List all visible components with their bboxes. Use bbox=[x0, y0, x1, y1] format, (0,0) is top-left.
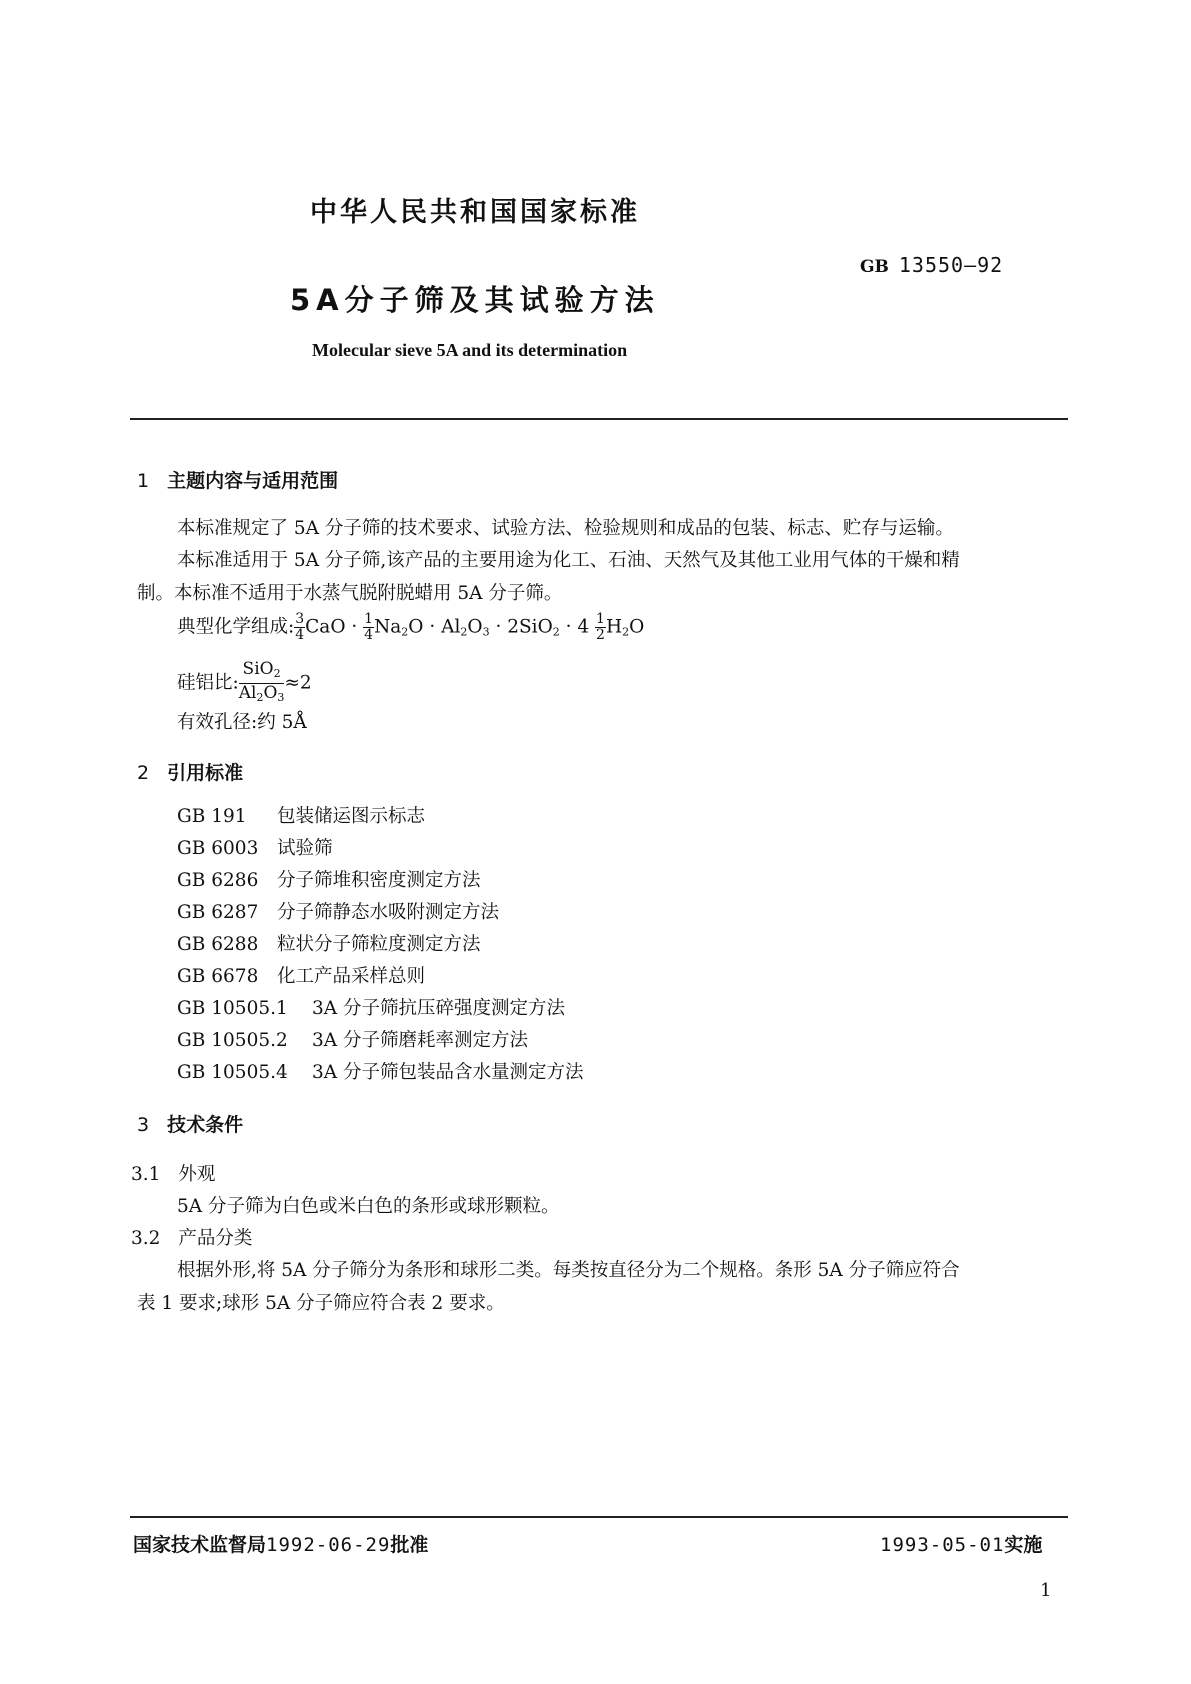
header-rule bbox=[130, 418, 1068, 420]
approve-org: 国家技术监督局 bbox=[133, 1534, 267, 1556]
subsection-number: 3.1 bbox=[131, 1164, 161, 1185]
section-2-heading bbox=[137, 758, 243, 785]
reference-name: 分子筛静态水吸附测定方法 bbox=[277, 902, 500, 923]
reference-item bbox=[177, 1058, 584, 1084]
ratio-label: 硅铝比: bbox=[177, 672, 239, 694]
reference-code: GB 10505.4 bbox=[177, 1062, 288, 1083]
subsection-3-2-text-b: 表 1 要求;球形 5A 分子筛应符合表 2 要求。 bbox=[137, 1293, 505, 1314]
silica-alumina-ratio: 硅铝比: $\frac{SiO_2}{Al_2O_3}$ ≈2 bbox=[177, 660, 312, 707]
section-1-heading bbox=[137, 466, 338, 493]
reference-code: GB 10505.2 bbox=[177, 1030, 288, 1051]
reference-name: 3A 分子筛磨耗率测定方法 bbox=[312, 1030, 529, 1051]
reference-name: 试验筛 bbox=[277, 838, 333, 859]
reference-code: GB 6287 bbox=[177, 902, 259, 923]
subsection-3-1-text: 5A 分子筛为白色或米白色的条形或球形颗粒。 bbox=[177, 1196, 560, 1217]
approval-line bbox=[133, 1530, 428, 1557]
impl-word: 实施 bbox=[1004, 1534, 1043, 1556]
section-number: 1 bbox=[137, 470, 150, 492]
implementation-line bbox=[880, 1530, 1042, 1557]
ratio-fraction: $\frac{SiO_2}{Al_2O_3}$ bbox=[238, 659, 285, 704]
subsection-title: 产品分类 bbox=[178, 1228, 253, 1249]
reference-item bbox=[177, 834, 333, 860]
subsection-3-2-text-a: 根据外形,将 5A 分子筛分为条形和球形二类。每类按直径分为二个规格。条形 5A 分子筛应符合 bbox=[177, 1260, 960, 1281]
reference-item bbox=[177, 994, 565, 1020]
reference-name: 3A 分子筛包装品含水量测定方法 bbox=[312, 1062, 584, 1083]
section-title: 技术条件 bbox=[167, 1114, 244, 1136]
reference-code: GB 6003 bbox=[177, 838, 259, 859]
page-number: 1 bbox=[1040, 1580, 1052, 1601]
impl-date: 1993-05-01 bbox=[880, 1534, 1005, 1556]
section-title: 引用标准 bbox=[167, 762, 244, 784]
section-1-paragraph-2a: 本标准适用于 5A 分子筛,该产品的主要用途为化工、石油、天然气及其他工业用气体的干燥和精 bbox=[177, 550, 960, 571]
section-1-paragraph-1: 本标准规定了 5A 分子筛的技术要求、试验方法、检验规则和成品的包装、标志、贮存与运输。 bbox=[177, 518, 954, 539]
national-standard-title: 中华人民共和国国家标准 bbox=[310, 197, 640, 228]
subsection-3-2-heading bbox=[131, 1224, 252, 1250]
reference-code: GB 10505.1 bbox=[177, 998, 288, 1019]
subsection-number: 3.2 bbox=[131, 1228, 161, 1249]
gb-prefix: GB bbox=[860, 257, 889, 277]
formula-label: 典型化学组成: bbox=[177, 616, 295, 638]
reference-name: 包装储运图示标志 bbox=[277, 806, 426, 827]
section-3-heading bbox=[137, 1110, 243, 1137]
reference-code: GB 6286 bbox=[177, 870, 259, 891]
reference-item bbox=[177, 930, 481, 956]
fraction-one-quarter: $\frac{1}{4}$ bbox=[364, 611, 374, 643]
gb-number: 13550—92 bbox=[898, 253, 1004, 277]
reference-name: 化工产品采样总则 bbox=[277, 966, 426, 987]
reference-item bbox=[177, 962, 425, 988]
section-number: 3 bbox=[137, 1114, 150, 1136]
chemical-composition: 典型化学组成: $\frac{3}{4}$ CaO · $\frac{1}{4}$ $Na_2O \cdot Al_2O_3 \cdot 2SiO_2 \cdot 4$ $\frac{1}{2}$ $H_2O$ bbox=[177, 611, 645, 643]
subsection-3-1-heading bbox=[131, 1160, 215, 1186]
subsection-title: 外观 bbox=[178, 1164, 216, 1185]
reference-name: 粒状分子筛粒度测定方法 bbox=[277, 934, 481, 955]
english-title: Molecular sieve 5A and its determination bbox=[312, 340, 628, 360]
approve-word: 批准 bbox=[390, 1534, 429, 1556]
standard-code bbox=[860, 253, 1003, 277]
reference-code: GB 6288 bbox=[177, 934, 259, 955]
reference-item bbox=[177, 866, 481, 892]
reference-code: GB 191 bbox=[177, 806, 247, 827]
document-title: 5A分子筛及其试验方法 bbox=[290, 283, 660, 317]
section-title: 主题内容与适用范围 bbox=[167, 470, 339, 492]
reference-item bbox=[177, 898, 499, 924]
reference-code: GB 6678 bbox=[177, 966, 259, 987]
approve-date: 1992-06-29 bbox=[266, 1534, 391, 1556]
reference-name: 3A 分子筛抗压碎强度测定方法 bbox=[312, 998, 566, 1019]
footer-rule bbox=[130, 1516, 1068, 1518]
fraction-one-half: $\frac{1}{2}$ bbox=[596, 611, 605, 643]
section-number: 2 bbox=[137, 762, 150, 784]
reference-item bbox=[177, 802, 425, 828]
reference-name: 分子筛堆积密度测定方法 bbox=[277, 870, 481, 891]
section-1-paragraph-2b: 制。本标准不适用于水蒸气脱附脱蜡用 5A 分子筛。 bbox=[137, 583, 563, 604]
reference-item bbox=[177, 1026, 528, 1052]
fraction-three-quarters: $\frac{3}{4}$ bbox=[295, 611, 305, 643]
effective-pore-size: 有效孔径:约 5Å bbox=[177, 712, 307, 733]
